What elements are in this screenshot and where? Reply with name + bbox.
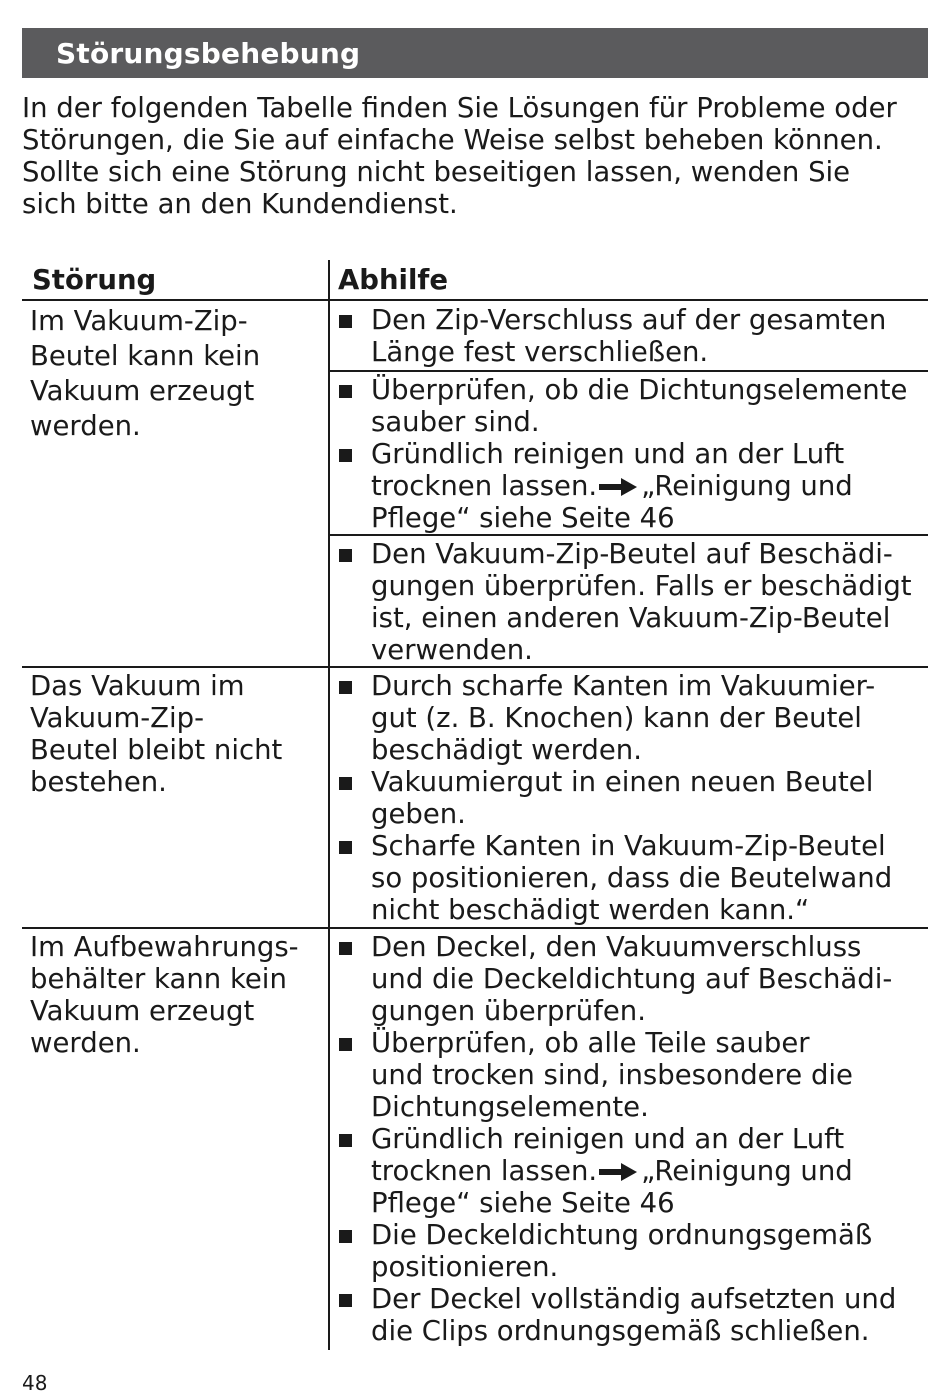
remedy-group bbox=[338, 931, 933, 1347]
remedy-item: Den Vakuum-Zip-Beutel auf Beschädi- gungen überprüfen. Falls er beschädigt ist, einen anderen Vakuum-Zip-Beutel verwenden. bbox=[338, 538, 933, 666]
fault-cell bbox=[30, 304, 320, 444]
bullet-square-icon bbox=[339, 681, 352, 694]
remedy-item: Den Deckel, den Vakuumverschluss und die Deckeldichtung auf Beschädi- gungen überprüfen. bbox=[338, 931, 933, 1027]
remedy-item: Die Deckeldichtung ordnungsgemäß positionieren. bbox=[338, 1219, 933, 1283]
column-divider bbox=[328, 260, 330, 1350]
remedy-item: Überprüfen, ob alle Teile sauber und trocken sind, insbesondere die Dichtungselemente. bbox=[338, 1027, 933, 1123]
intro-line: sich bitte an den Kundendienst. bbox=[22, 188, 458, 220]
arrow-right-icon bbox=[599, 478, 637, 496]
bullet-square-icon bbox=[339, 841, 352, 854]
fault-line: Im Vakuum-Zip- bbox=[30, 305, 248, 337]
arrow-right-icon bbox=[599, 1163, 637, 1181]
fault-line: Im Aufbewahrungs- bbox=[30, 931, 299, 963]
header-divider bbox=[22, 299, 928, 301]
column-header-remedy: Abhilfe bbox=[338, 264, 449, 296]
fault-line: Das Vakuum im bbox=[30, 670, 245, 702]
section-title: Störungsbehebung bbox=[56, 36, 361, 70]
fault-line: Beutel bleibt nicht bbox=[30, 734, 283, 766]
remedy-divider bbox=[328, 534, 928, 536]
bullet-square-icon bbox=[339, 1294, 352, 1307]
intro-line: In der folgenden Tabelle finden Sie Lösungen für Probleme oder bbox=[22, 92, 897, 124]
remedy-group bbox=[338, 670, 933, 926]
page-number: 48 bbox=[22, 1371, 48, 1395]
intro-line: Störungen, die Sie auf einfache Weise selbst beheben können. bbox=[22, 124, 883, 156]
bullet-square-icon bbox=[339, 549, 352, 562]
fault-line: werden. bbox=[30, 1027, 141, 1059]
fault-line: Vakuum erzeugt bbox=[30, 375, 255, 407]
section-title-bar bbox=[22, 28, 928, 78]
intro-paragraph bbox=[22, 92, 932, 220]
fault-cell bbox=[30, 670, 320, 798]
bullet-square-icon bbox=[339, 385, 352, 398]
fault-line: behälter kann kein bbox=[30, 963, 287, 995]
fault-line: Vakuum erzeugt bbox=[30, 995, 255, 1027]
remedy-divider bbox=[328, 370, 928, 372]
remedy-item: Gründlich reinigen und an der Luft trocknen lassen. „Reinigung und Pflege“ siehe Seite 46 bbox=[338, 438, 933, 534]
fault-cell bbox=[30, 931, 320, 1059]
remedy-group bbox=[338, 374, 933, 534]
remedy-item: Den Zip-Verschluss auf der gesamten Länge fest verschließen. bbox=[338, 304, 933, 368]
fault-line: werden. bbox=[30, 410, 141, 442]
remedy-group bbox=[338, 304, 933, 368]
remedy-item: Gründlich reinigen und an der Luft trocknen lassen. „Reinigung und Pflege“ siehe Seite 46 bbox=[338, 1123, 933, 1219]
bullet-square-icon bbox=[339, 1134, 352, 1147]
remedy-item: Der Deckel vollständig aufsetzten und die Clips ordnungsgemäß schließen. bbox=[338, 1283, 933, 1347]
remedy-item: Scharfe Kanten in Vakuum-Zip-Beutel so positionieren, dass die Beutelwand nicht beschädigt werden kann.“ bbox=[338, 830, 933, 926]
bullet-square-icon bbox=[339, 777, 352, 790]
row-divider bbox=[22, 927, 928, 929]
fault-line: bestehen. bbox=[30, 766, 167, 798]
fault-line: Vakuum-Zip- bbox=[30, 702, 205, 734]
bullet-square-icon bbox=[339, 315, 352, 328]
intro-line: Sollte sich eine Störung nicht beseitigen lassen, wenden Sie bbox=[22, 156, 851, 188]
bullet-square-icon bbox=[339, 449, 352, 462]
bullet-square-icon bbox=[339, 1230, 352, 1243]
bullet-square-icon bbox=[339, 1038, 352, 1051]
fault-line: Beutel kann kein bbox=[30, 340, 261, 372]
column-header-fault: Störung bbox=[32, 264, 157, 296]
bullet-square-icon bbox=[339, 942, 352, 955]
remedy-item: Überprüfen, ob die Dichtungselemente sauber sind. bbox=[338, 374, 933, 438]
remedy-item: Durch scharfe Kanten im Vakuumier- gut (z. B. Knochen) kann der Beutel beschädigt werden. bbox=[338, 670, 933, 766]
row-divider bbox=[22, 666, 928, 668]
remedy-item: Vakuumiergut in einen neuen Beutel geben. bbox=[338, 766, 933, 830]
remedy-group bbox=[338, 538, 933, 666]
